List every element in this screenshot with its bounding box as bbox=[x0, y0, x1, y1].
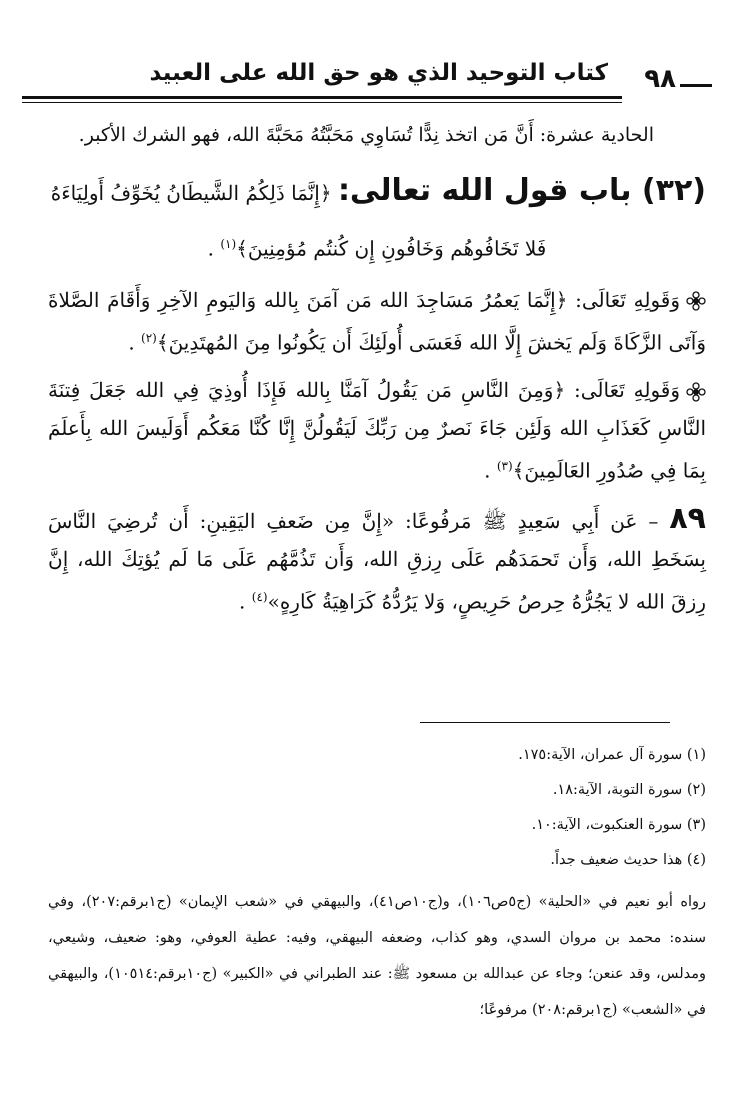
verse-text: وَقَولِهِ تَعَالَى: ﴿إِنَّمَا يَعمُرُ مَسَاجِدَ الله مَن آمَنَ بِالله وَاليَومِ الآخِرِ وَأَقَامَ الصَّلاةَ وَآتَى الزَّكَاةَ وَلَم يَخشَ إِلَّا الله فَعَسَى أُولَئِكَ أَن يَكُونُوا مِنَ المُهتَدِينَ﴾ bbox=[48, 287, 706, 355]
page-number: ٩٨ bbox=[644, 64, 676, 94]
page-body bbox=[48, 118, 706, 621]
header-rule-short bbox=[680, 84, 712, 87]
footnote-detail: رواه أبو نعيم في «الحلية» (ج٥ص١٠٦)، و(ج١٠ص٤١)، والبيهقي في «شعب الإيمان» (ج١برقم:٢٠٧)، وفي سنده: محمد بن مروان السدي، وهو كذاب، وضعفه البيهقي، وفيه: عطية العوفي، وهو: ضعيف، وشيعي، ومدلس، وقد عنعن؛ وجاء عن عبدالله بن مسعود ﷺ: عند الطبراني في «الكبير» (ج١٠برقم:١٠٥١٤)، والبيهقي في «الشعب» (ج١برقم:٢٠٨) مرفوعًا؛ bbox=[48, 894, 707, 1018]
page-header bbox=[22, 60, 712, 98]
chapter-verse-line2-wrap: فَلا تَخَافُوهُم وَخَافُونِ إِن كُنتُم مُؤمِنِينَ﴾$^{(١)}$ . bbox=[207, 236, 547, 261]
verse-paragraph: وَقَولِهِ تَعَالَى: ﴿إِنَّمَا يَعمُرُ مَسَاجِدَ الله مَن آمَنَ بِالله وَاليَومِ الآخِرِ وَأَقَامَ الصَّلاةَ وَآتَى الزَّكَاةَ وَلَم يَخشَ إِلَّا الله فَعَسَى أُولَئِكَ أَن يَكُونُوا مِنَ المُهتَدِينَ﴾$^{(٢)}$ . bbox=[48, 287, 706, 355]
header-rule bbox=[22, 96, 622, 99]
footnote: (١) سورة آل عمران، الآية:١٧٥. bbox=[518, 747, 706, 763]
footnote: (٣) سورة العنكبوت، الآية:١٠. bbox=[531, 817, 706, 833]
chapter-verse-line1: ﴿إِنَّمَا ذَلِكُمُ الشَّيطَانُ يُخَوِّفُ أَولِيَاءَهُ bbox=[50, 181, 332, 205]
chapter-heading bbox=[48, 168, 706, 216]
footnote-ref: (٢) bbox=[141, 330, 157, 345]
book-title: كتاب التوحيد الذي هو حق الله على العبيد bbox=[149, 60, 608, 86]
hadith-text: عَن أَبِي سَعِيدٍ ﷺ مَرفُوعًا: «إِنَّ مِن ضَعفِ اليَقِينِ: أَن تُرضِيَ النَّاسَ بِسَخَطِ الله، وَأَن تَحمَدَهُم عَلَى رِزقِ الله، وَأَن تَذُمَّهُم عَلَى مَا لَم يُؤتِكَ الله، إِنَّ رِزقَ الله لا يَجُرُّهُ حِرصُ حَرِيصٍ، وَلا يَرُدُّهُ كَرَاهِيَةُ كَارِهٍ» bbox=[48, 508, 706, 614]
intro-paragraph: الحادية عشرة: أَنَّ مَن اتخذ نِدًّا تُسَاوِي مَحَبَّتُهُ مَحَبَّةَ الله، فهو الشرك الأكبر. bbox=[78, 124, 654, 146]
footnote-ref: (١) bbox=[220, 237, 237, 251]
verse-text: وَقَولِهِ تَعَالَى: ﴿وَمِنَ النَّاسِ مَن يَقُولُ آمَنَّا بِالله فَإِذَا أُوذِيَ فِي الله جَعَلَ فِتنَةَ النَّاسِ كَعَذَابِ الله وَلَئِن جَاءَ نَصرٌ مِن رَبِّكَ لَيَقُولُنَّ إِنَّا كُنَّا مَعَكُم أَوَلَيسَ الله بِأَعلَمَ بِمَا فِي صُدُورِ العَالَمِينَ﴾ bbox=[48, 378, 706, 483]
footnote-ref: (٤) bbox=[251, 589, 268, 604]
header-rule-thin bbox=[22, 102, 622, 103]
footnote: (٤) هذا حديث ضعيف جداً. bbox=[550, 852, 706, 868]
footnote-ref: (٣) bbox=[496, 459, 513, 474]
verse-paragraph: وَقَولِهِ تَعَالَى: ﴿وَمِنَ النَّاسِ مَن يَقُولُ آمَنَّا بِالله فَإِذَا أُوذِيَ فِي الله جَعَلَ فِتنَةَ النَّاسِ كَعَذَابِ الله وَلَئِن جَاءَ نَصرٌ مِن رَبِّكَ لَيَقُولُنَّ إِنَّا كُنَّا مَعَكُم أَوَلَيسَ الله بِأَعلَمَ بِمَا فِي صُدُورِ العَالَمِينَ﴾$^{(٣)}$ . bbox=[48, 378, 706, 483]
hadith-number: ٨٩ bbox=[669, 500, 706, 536]
footnote: (٢) سورة التوبة، الآية:١٨. bbox=[552, 782, 706, 798]
footnote-separator bbox=[420, 722, 670, 723]
hadith-paragraph: ٨٩ – عَن أَبِي سَعِيدٍ ﷺ مَرفُوعًا: «إِنَّ مِن ضَعفِ اليَقِينِ: أَن تُرضِيَ النَّاسَ بِسَخَطِ الله، وَأَن تَحمَدَهُم عَلَى رِزقِ الله، وَأَن تَذُمَّهُم عَلَى مَا لَم يُؤتِكَ الله، إِنَّ رِزقَ الله لا يَجُرُّهُ حِرصُ حَرِيصٍ، وَلا يَرُدُّهُ كَرَاهِيَةُ كَارِهٍ»$^{(٤)}$ . bbox=[48, 500, 706, 614]
chapter-verse-line2: فَلا تَخَافُوهُم وَخَافُونِ إِن كُنتُم مُؤمِنِينَ﴾ bbox=[236, 236, 547, 261]
flower-ornament-icon bbox=[686, 291, 706, 311]
footnotes bbox=[48, 738, 706, 1028]
chapter-title: (٣٢) باب قول الله تعالى: bbox=[337, 173, 706, 208]
flower-ornament-icon bbox=[686, 382, 706, 402]
